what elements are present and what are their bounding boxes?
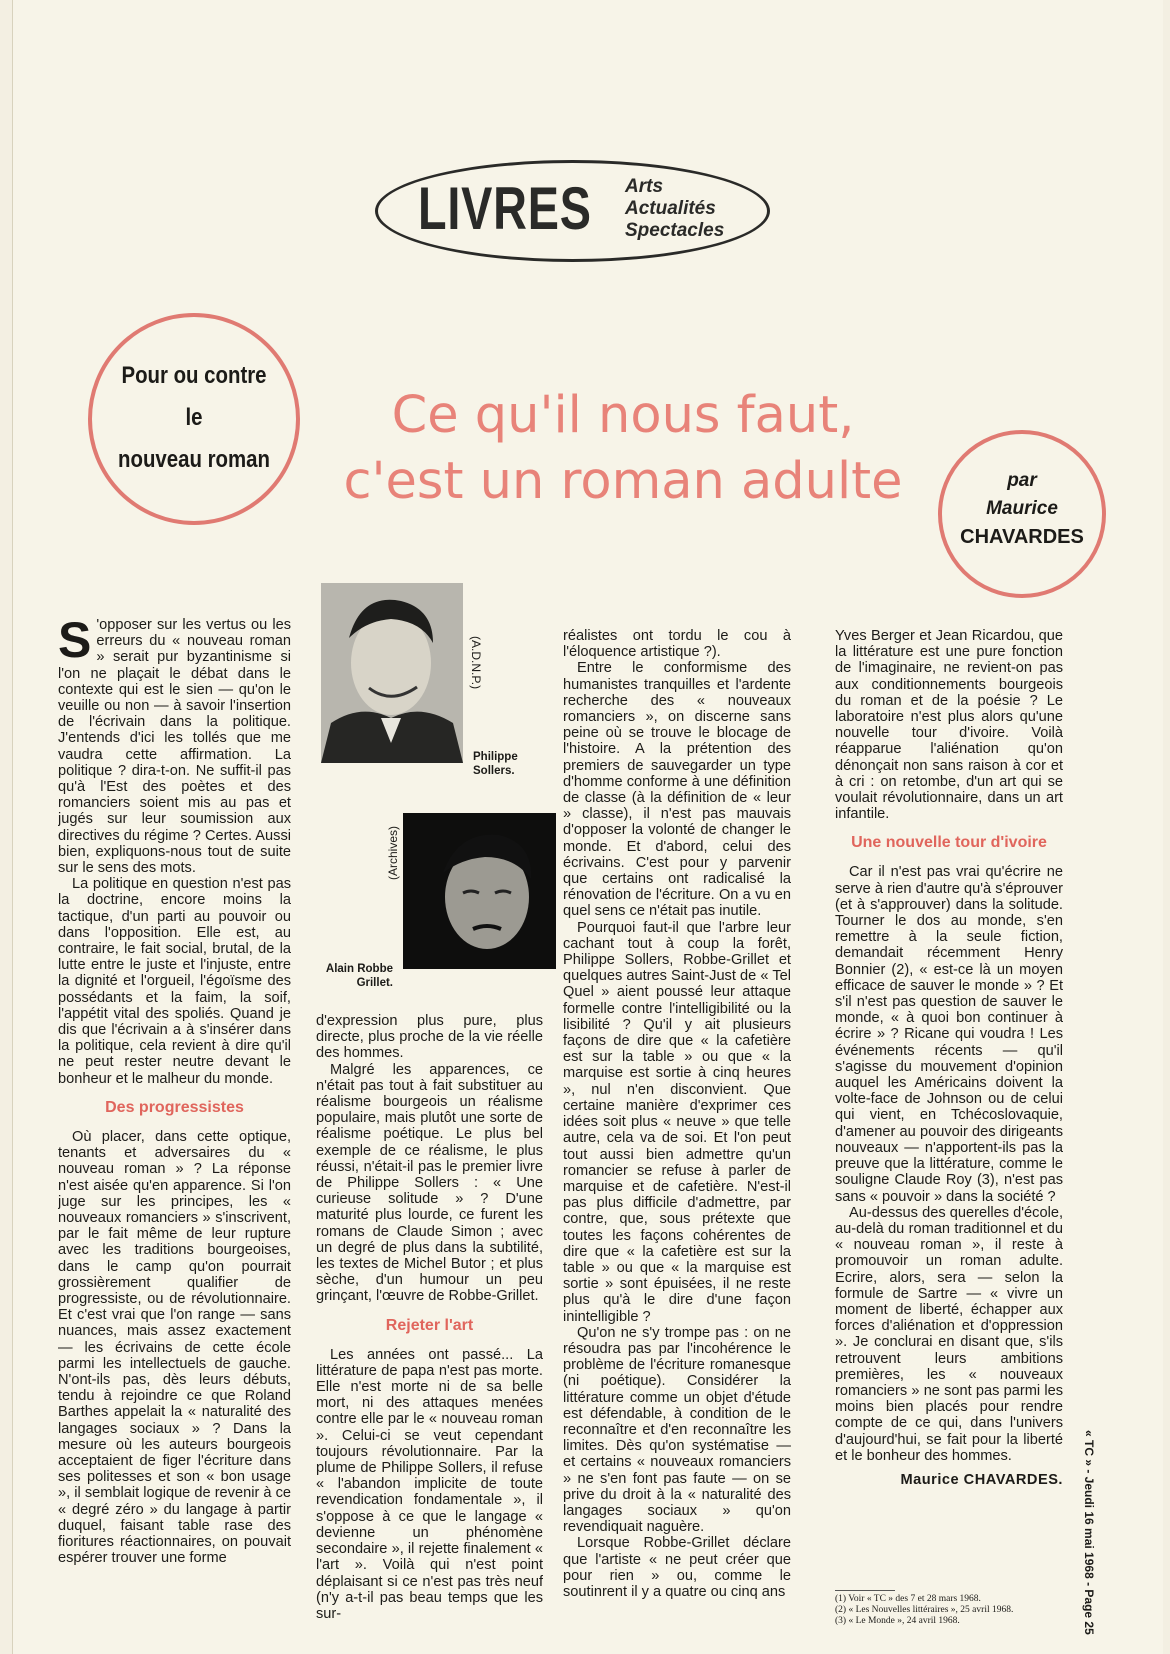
paragraph: La politique en question n'est pas la doctrine, encore moins la tactique, d'un parti au pouvoir ou dans l'opposition. Elle est, au contraire, le fait social, brutal, de la lutte entre le juste et l'injuste, entre la dignité et l'orgueil, l'égoïsme des possédants et la faim, la soif, l'appétit vital des spoliés. Quand je dis que l'écrivain a à s'insérer dans la politique, cela revient à dire qu'il ne peut rester neutre devant le bonheur et le malheur du monde. bbox=[58, 876, 291, 1087]
paragraph: Les années ont passé... La littérature de papa n'est pas morte. Elle n'est morte ni de sa belle mort, ni des attaques menées contre elle par le « nouveau roman ». Celui-ci se veut cependant toujours révolutionnaire. Par la plume de Philippe Sollers, il refuse « l'abandon implicite de toute revendication fondamentale », il s'oppose à ce que le langage « devienne un phénomène secondaire », il rejette finalement « l'art ». Voilà qui n'est point déplaisant si ce n'est pas très neuf (n'y a-t-il pas beau temps que les sur- bbox=[316, 1346, 543, 1622]
subhead-rejeter-art: Rejeter l'art bbox=[385, 1316, 474, 1334]
byline-par: par bbox=[1007, 470, 1037, 491]
kicker-line-1: Pour ou contre bbox=[121, 362, 267, 389]
paragraph: S 'opposer sur les vertus ou les erreurs du « nouveau roman » serait pur byzantinisme si l'on ne plaçait le débat dans le contexte qui est le sien — qu'on le veuille ou non — à savoir l'insertion de l'écrivain dans la politique. J'entends d'ici les tollés que me vaudra cette affirmation. La politique ? dira-t-on. Ne suffit-il pas qu'à l'Est des poètes et des romanciers soient mis au pas et jugés sur leur soumission aux directives du régime ? Certes. Aussi bien, expliquons-nous tout de suite sur le sens des mots. bbox=[58, 617, 291, 877]
paragraph: Au-dessus des querelles d'école, au-delà du roman traditionnel et du « nouveau roman », il reste à promouvoir un roman adulte. Ecrire, alors, sera — selon la formule de Sartre — « vivre un moment de liberté, échapper aux forces d'aliénation et d'oppression ». Je conclurai en disant que, s'ils retrouvent leurs ambitions premières, les « nouveaux romanciers » ne sont pas parmi les moins bien placés pour rendre compte de ce qui, dans l'univers d'aujourd'hui, se fait pour la liberté et le bonheur des hommes. bbox=[835, 1204, 1063, 1464]
paragraph: Car il n'est pas vrai qu'écrire ne serve à rien d'autre qu'à s'éprouver (et à s'approuver) dans la solitude. Tourner le dos au monde, s'en remettre à la seule fiction, demandait récemment Henry Bonnier (2), « est-ce là un moyen efficace de sauver le monde » ? Et s'il n'est pas question de sauver le monde, « à quoi bon continuer à écrire » ? Ricane qui voudra ! Les événements récents — qu'il s'agisse du mouvement d'opinion auquel les Américains doivent la volte-face de Johnson ou de celui qui vient, en Tchécoslovaquie, d'amener au pouvoir des dirigeants nouveaux — n'apportent-ils pas la preuve que la littérature, comme le souligne Claude Roy (3), n'est pas sans « pouvoir » dans la société ? bbox=[835, 864, 1063, 1205]
section-sub-spectacles: Spectacles bbox=[625, 220, 725, 241]
paragraph: Pourquoi faut-il que l'arbre leur cachant tout à coup la forêt, Philippe Sollers, Robbe-Grillet et quelques autres Saint-Just de « Tel Quel » aient poussé leur attaque formelle contre l'intelligibilité ou la lisibilité ? Qu'il y ait plusieurs façons de dire que « la cafetière est sur la table » ou que « la marquise est sortie à cinq heures », nul n'en disconvient. Que certaine manière d'exprimer ces idées soit plus « neuve » que telle autre, cela va de soi. Et l'on peut tout aussi bien admettre qu'un romancier se refuse à parler de marquise et de cafetière. N'est-il pas plus difficile d'admettre, par contre, que, sous prétexte que toutes les façons cohérentes de dire que « la cafetière est sur la table » ou que « la marquise est sortie » sont épuisées, il ne reste plus qu'à le dire d'une façon inintelligible ? bbox=[563, 919, 791, 1325]
article-column-1 bbox=[58, 617, 291, 1637]
section-subtitles bbox=[625, 176, 724, 242]
photo-credit-adnp: (A.D.N.P.) bbox=[469, 636, 483, 690]
byline bbox=[938, 467, 1106, 551]
paragraph: Yves Berger et Jean Ricardou, que la littérature est une pure fonction de l'imaginaire, ne revient-on pas aux conditionnements bourgeois du roman et de la poésie ? Le laboratoire n'est plus alors qu'une nouvelle tour d'ivoire. Voilà réapparue l'aliénation qu'on dénonçait non sans raison à cor et à cri : on retombe, d'un art qui se voulait révolutionnaire, dans un art infantile. bbox=[835, 628, 1063, 823]
subhead-tour-ivoire: Une nouvelle tour d'ivoire bbox=[851, 834, 1047, 852]
headline bbox=[303, 383, 943, 515]
portrait-sollers-icon bbox=[321, 583, 463, 763]
author-signature: Maurice CHAVARDES. bbox=[900, 1471, 1063, 1488]
portrait-robbe-grillet-icon bbox=[403, 813, 556, 969]
footnote-rule bbox=[835, 1590, 895, 1591]
paragraph: Où placer, dans cette optique, tenants et adversaires du « nouveau roman » ? La réponse n'est aisée qu'en apparence. Si l'on juge sur les principes, les « nouveaux romanciers » s'inscrivent, par le fait même de leur rupture avec les traditions bourgeoises, dans le camp qu'on pourrait grossièrement qualifier de progressiste, ou de révolutionnaire. Et c'est vrai que l'on range — sans nuances, mais assez exactement — les écrivains de cette école parmi les intellectuels de gauche. N'ont-ils pas, dès leurs débuts, tendu à rejoindre ce que Roland Barthes appelait la « naturalité des langages sociaux » ? Dans la mesure où les auteurs bourgeois acceptaient de figer l'écriture dans ses politesses et son « bon usage », il semblait logique de revenir à ce « degré zéro » du langage à partir duquel, faisant table rase des fioritures réactionnaires, on pouvait espérer trouver une forme bbox=[58, 1128, 291, 1567]
photo-caption-sollers: Philippe Sollers. bbox=[473, 751, 518, 777]
headline-line-1: Ce qu'il nous faut, bbox=[391, 386, 855, 445]
paragraph: Lorsque Robbe-Grillet déclare que l'artiste « ne peut créer que pour rien » ou, comme le soutinrent il y a quatre ou cinq ans bbox=[563, 1535, 791, 1600]
drop-cap: S bbox=[58, 617, 92, 668]
footnotes bbox=[835, 1590, 1070, 1627]
kicker-text bbox=[104, 355, 284, 481]
paragraph: Malgré les apparences, ce n'était pas tout à fait substituer au réalisme bourgeois un réalisme populaire, mais plutôt une sorte de réalisme poétique. Le plus bel exemple de ce réalisme, le plus réussi, n'était-il pas le premier livre de Philippe Sollers : « Une curieuse solitude » ? D'une maturité plus lourde, ce furent les romans de Claude Simon ; avec un degré de plus dans la subtilité, les textes de Michel Butor ; et plus sèche, d'un humour un peu grinçant, l'œuvre de Robbe-Grillet. bbox=[316, 1061, 543, 1305]
kicker-line-2: le bbox=[185, 404, 203, 431]
byline-first-name: Maurice bbox=[986, 498, 1058, 519]
subhead-progressistes: Des progressistes bbox=[105, 1098, 244, 1116]
section-title: LIVRES bbox=[418, 175, 592, 242]
section-sub-arts: Arts bbox=[625, 176, 664, 197]
newspaper-page bbox=[12, 0, 1163, 1654]
paragraph: d'expression plus pure, plus directe, plus proche de la vie réelle des hommes. bbox=[316, 1013, 543, 1062]
article-column-4 bbox=[835, 628, 1063, 1528]
photo-credit-archives: (Archives) bbox=[386, 825, 400, 880]
paragraph: réalistes ont tordu le cou à l'éloquence artistique ?). bbox=[563, 628, 791, 661]
footnote-1: (1) Voir « TC » des 7 et 28 mars 1968. bbox=[835, 1594, 981, 1604]
headline-line-2: c'est un roman adulte bbox=[343, 452, 903, 511]
kicker-line-3: nouveau roman bbox=[118, 446, 270, 473]
article-column-3 bbox=[563, 628, 791, 1638]
footnote-3: (3) « Le Monde », 24 avril 1968. bbox=[835, 1616, 960, 1626]
photo-alain-robbe-grillet bbox=[403, 813, 556, 969]
page-folio: « TC » - Jeudi 16 mai 1968 - Page 25 bbox=[1082, 1430, 1096, 1635]
footnote-2: (2) « Les Nouvelles littéraires », 25 avril 1968. bbox=[835, 1605, 1014, 1615]
photo-caption-robbe-grillet: Alain Robbe Grillet. bbox=[325, 963, 393, 989]
photo-philippe-sollers bbox=[321, 583, 463, 763]
article-column-2 bbox=[316, 1013, 543, 1637]
paragraph: Qu'on ne s'y trompe pas : on ne résoudra pas par l'incohérence le problème de l'écriture romanesque (ni poétique). Considérer la littérature comme un objet d'étude est défendable, à condition de le reconnaître et d'en reconnaître les limites. Dès qu'on systématise — et certains « nouveaux romanciers » ne s'en font pas faute — on se prive du droit à la « naturalité des langages sociaux » qu'on revendiquait naguère. bbox=[563, 1324, 791, 1536]
byline-last-name: CHAVARDES bbox=[960, 526, 1084, 548]
section-sub-actualites: Actualités bbox=[625, 198, 716, 219]
paragraph: Entre le conformisme des humanistes tranquilles et l'ardente recherche des « nouveaux romanciers », on discerne sans peine où se trouve le blocage de l'histoire. A la prétention des premiers de sauvegarder un type d'homme conforme à une définition de classe (à la définition de « leur » classe), il n'est pas mauvais d'opposer la volonté de changer le monde. Et d'abord, celui des écrivains. C'est pour y parvenir que certains ont radicalisé la rénovation de l'écriture. On a vu en quel sens ce n'était pas inutile. bbox=[563, 660, 791, 920]
